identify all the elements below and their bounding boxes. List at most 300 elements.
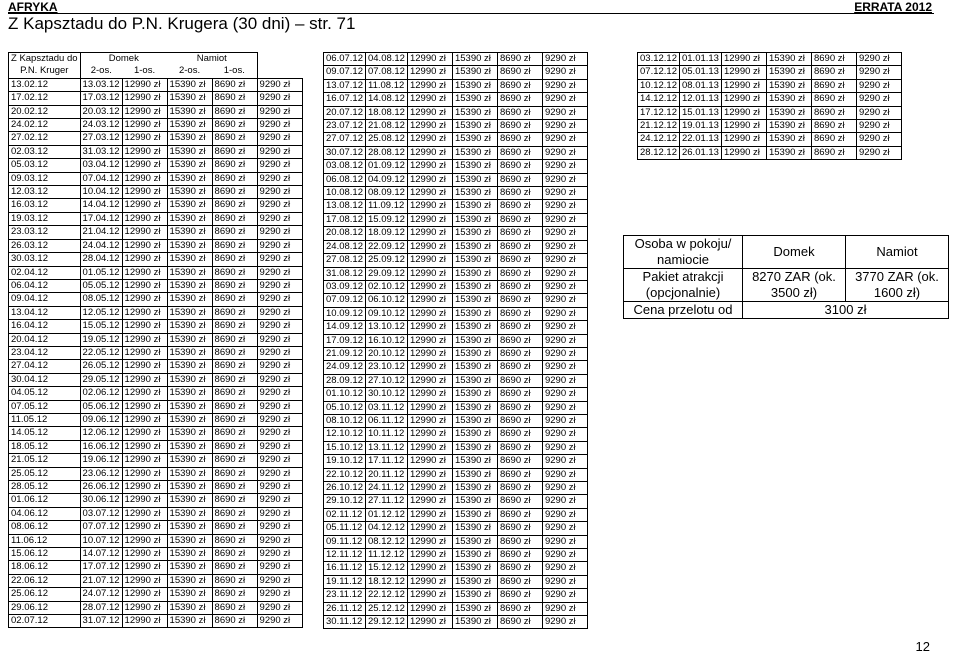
price-namiot-2os: 8690 zł (212, 346, 257, 359)
price-domek-2os: 12990 zł (122, 226, 167, 239)
table-row (638, 133, 902, 146)
price-domek-1os: 15390 zł (766, 120, 811, 133)
date-end: 25.12.12 (365, 602, 407, 615)
price-namiot-2os: 8690 zł (212, 534, 257, 547)
price-domek-2os: 12990 zł (407, 307, 452, 320)
price-domek-2os: 12990 zł (407, 200, 452, 213)
price-domek-2os: 12990 zł (122, 440, 167, 453)
price-domek-1os: 15390 zł (167, 279, 212, 292)
price-namiot-1os: 9290 zł (257, 534, 302, 547)
price-domek-1os: 15390 zł (167, 132, 212, 145)
namiot-header: Namiot (167, 53, 257, 66)
price-namiot-1os: 9290 zł (257, 78, 302, 91)
price-namiot-2os: 8690 zł (497, 321, 542, 334)
price-namiot-2os: 8690 zł (212, 253, 257, 266)
price-namiot-2os: 8690 zł (497, 508, 542, 521)
price-namiot-1os: 9290 zł (257, 172, 302, 185)
price-domek-1os: 15390 zł (452, 575, 497, 588)
price-domek-1os: 15390 zł (167, 507, 212, 520)
date-start: 05.11.12 (324, 522, 366, 535)
price-domek-2os: 12990 zł (407, 79, 452, 92)
table-row (9, 346, 303, 359)
date-end: 04.08.12 (365, 53, 407, 66)
date-start: 08.06.12 (9, 521, 81, 534)
price-namiot-2os: 8690 zł (497, 441, 542, 454)
price-namiot-2os: 8690 zł (497, 428, 542, 441)
table-row (9, 333, 303, 346)
price-domek-2os: 12990 zł (407, 589, 452, 602)
price-domek-2os: 12990 zł (407, 187, 452, 200)
price-namiot-2os: 8690 zł (497, 575, 542, 588)
date-start: 23.04.12 (9, 346, 81, 359)
price-namiot-1os: 9290 zł (257, 266, 302, 279)
price-domek-2os: 12990 zł (122, 279, 167, 292)
price-namiot-2os: 8690 zł (497, 589, 542, 602)
price-namiot-1os: 9290 zł (542, 146, 587, 159)
date-end: 27.03.12 (80, 132, 122, 145)
date-end: 11.08.12 (365, 79, 407, 92)
price-namiot-1os: 9290 zł (542, 522, 587, 535)
price-domek-1os: 15390 zł (452, 602, 497, 615)
price-namiot-1os: 9290 zł (542, 562, 587, 575)
price-domek-1os: 15390 zł (452, 468, 497, 481)
date-start: 16.04.12 (9, 320, 81, 333)
table-row (324, 120, 588, 133)
price-namiot-1os: 9290 zł (257, 159, 302, 172)
price-namiot-1os: 9290 zł (257, 92, 302, 105)
table-row (324, 133, 588, 146)
price-domek-2os: 12990 zł (721, 133, 766, 146)
table-row (9, 413, 303, 426)
price-namiot-1os: 9290 zł (257, 574, 302, 587)
date-end: 17.03.12 (80, 92, 122, 105)
date-end: 24.04.12 (80, 239, 122, 252)
price-namiot-2os: 8690 zł (497, 187, 542, 200)
price-domek-1os: 15390 zł (167, 293, 212, 306)
price-namiot-2os: 8690 zł (497, 280, 542, 293)
table-row (9, 360, 303, 373)
price-namiot-2os: 8690 zł (811, 146, 856, 159)
price-namiot-2os: 8690 zł (212, 105, 257, 118)
date-start: 19.03.12 (9, 212, 81, 225)
price-domek-2os: 12990 zł (122, 481, 167, 494)
date-start: 29.06.12 (9, 601, 81, 614)
date-start: 13.07.12 (324, 79, 366, 92)
price-domek-1os: 15390 zł (452, 146, 497, 159)
table-row (324, 334, 588, 347)
date-start: 25.06.12 (9, 588, 81, 601)
price-domek-1os: 15390 zł (766, 146, 811, 159)
date-start: 09.11.12 (324, 535, 366, 548)
price-namiot-2os: 8690 zł (497, 535, 542, 548)
price-domek-1os: 15390 zł (452, 535, 497, 548)
table-row (324, 254, 588, 267)
price-namiot-1os: 9290 zł (257, 454, 302, 467)
table-row (324, 482, 588, 495)
table-row (324, 562, 588, 575)
date-end: 13.03.12 (80, 78, 122, 91)
price-namiot-1os: 9290 zł (856, 79, 901, 92)
date-start: 23.07.12 (324, 120, 366, 133)
price-domek-2os: 12990 zł (122, 615, 167, 628)
date-end: 03.04.12 (80, 159, 122, 172)
price-domek-2os: 12990 zł (407, 294, 452, 307)
date-start: 03.09.12 (324, 280, 366, 293)
date-end: 30.06.12 (80, 494, 122, 507)
table-row (9, 534, 303, 547)
table-row (324, 602, 588, 615)
price-namiot-2os: 8690 zł (212, 615, 257, 628)
price-domek-2os: 12990 zł (407, 455, 452, 468)
header-right: ERRATA 2012 (854, 0, 932, 14)
price-namiot-1os: 9290 zł (856, 93, 901, 106)
date-end: 18.09.12 (365, 227, 407, 240)
price-domek-1os: 15390 zł (452, 213, 497, 226)
price-domek-2os: 12990 zł (122, 521, 167, 534)
price-domek-2os: 12990 zł (122, 105, 167, 118)
header-left: AFRYKA (8, 0, 58, 14)
table-row (638, 66, 902, 79)
date-end: 02.06.12 (80, 387, 122, 400)
date-start: 23.03.12 (9, 226, 81, 239)
price-namiot-1os: 9290 zł (542, 200, 587, 213)
price-namiot-1os: 9290 zł (257, 481, 302, 494)
legend-namiot-header: Namiot (846, 236, 949, 269)
legend-table (623, 235, 949, 319)
price-domek-2os: 12990 zł (122, 92, 167, 105)
date-start: 14.09.12 (324, 321, 366, 334)
price-table-1 (8, 52, 303, 628)
table-row (324, 321, 588, 334)
price-domek-1os: 15390 zł (452, 589, 497, 602)
price-domek-1os: 15390 zł (452, 79, 497, 92)
date-start: 21.09.12 (324, 347, 366, 360)
date-end: 26.01.13 (679, 146, 721, 159)
price-namiot-1os: 9290 zł (257, 306, 302, 319)
price-domek-2os: 12990 zł (407, 213, 452, 226)
page-number: 12 (915, 639, 930, 654)
date-end: 12.01.13 (679, 93, 721, 106)
price-namiot-1os: 9290 zł (257, 507, 302, 520)
price-domek-1os: 15390 zł (167, 548, 212, 561)
date-end: 23.10.12 (365, 361, 407, 374)
price-domek-2os: 12990 zł (122, 561, 167, 574)
date-end: 26.06.12 (80, 481, 122, 494)
price-domek-2os: 12990 zł (122, 387, 167, 400)
date-end: 24.07.12 (80, 588, 122, 601)
table-row (9, 400, 303, 413)
price-namiot-1os: 9290 zł (542, 616, 587, 629)
price-domek-1os: 15390 zł (167, 615, 212, 628)
price-domek-1os: 15390 zł (766, 53, 811, 66)
price-domek-2os: 12990 zł (407, 441, 452, 454)
date-start: 25.05.12 (9, 467, 81, 480)
table-row (9, 481, 303, 494)
price-namiot-2os: 8690 zł (212, 172, 257, 185)
table-row (9, 253, 303, 266)
date-end: 21.08.12 (365, 120, 407, 133)
date-end: 17.04.12 (80, 212, 122, 225)
date-start: 21.05.12 (9, 454, 81, 467)
price-namiot-1os: 9290 zł (542, 321, 587, 334)
date-end: 27.10.12 (365, 374, 407, 387)
price-domek-1os: 15390 zł (452, 414, 497, 427)
table-row (324, 267, 588, 280)
date-start: 26.03.12 (9, 239, 81, 252)
price-namiot-1os: 9290 zł (542, 414, 587, 427)
table-row (638, 146, 902, 159)
price-namiot-2os: 8690 zł (212, 507, 257, 520)
price-domek-2os: 12990 zł (122, 454, 167, 467)
legend-who-header: Osoba w pokoju/ namiocie (624, 236, 743, 269)
price-namiot-2os: 8690 zł (497, 53, 542, 66)
price-namiot-2os: 8690 zł (212, 159, 257, 172)
price-domek-2os: 12990 zł (407, 347, 452, 360)
date-start: 13.08.12 (324, 200, 366, 213)
price-domek-1os: 15390 zł (167, 105, 212, 118)
price-namiot-2os: 8690 zł (212, 440, 257, 453)
price-domek-2os: 12990 zł (721, 120, 766, 133)
price-domek-2os: 12990 zł (122, 78, 167, 91)
table-row (324, 187, 588, 200)
date-start: 12.10.12 (324, 428, 366, 441)
table-row (324, 213, 588, 226)
price-namiot-2os: 8690 zł (497, 200, 542, 213)
date-start: 12.03.12 (9, 186, 81, 199)
price-domek-1os: 15390 zł (167, 373, 212, 386)
date-start: 27.07.12 (324, 133, 366, 146)
price-namiot-2os: 8690 zł (497, 267, 542, 280)
date-end: 04.09.12 (365, 173, 407, 186)
price-namiot-2os: 8690 zł (497, 495, 542, 508)
table-row (324, 307, 588, 320)
price-domek-2os: 12990 zł (407, 562, 452, 575)
price-namiot-1os: 9290 zł (542, 575, 587, 588)
date-end: 22.09.12 (365, 240, 407, 253)
price-domek-1os: 15390 zł (167, 172, 212, 185)
price-namiot-2os: 8690 zł (212, 561, 257, 574)
date-start: 21.12.12 (638, 120, 680, 133)
date-start: 09.07.12 (324, 66, 366, 79)
table-row (324, 414, 588, 427)
date-end: 22.05.12 (80, 346, 122, 359)
date-end: 31.03.12 (80, 145, 122, 158)
price-namiot-1os: 9290 zł (542, 280, 587, 293)
price-namiot-1os: 9290 zł (257, 279, 302, 292)
date-end: 07.04.12 (80, 172, 122, 185)
table-row (9, 119, 303, 132)
date-start: 22.10.12 (324, 468, 366, 481)
price-domek-1os: 15390 zł (452, 280, 497, 293)
price-domek-2os: 12990 zł (407, 280, 452, 293)
price-domek-1os: 15390 zł (452, 361, 497, 374)
price-domek-1os: 15390 zł (452, 66, 497, 79)
price-domek-1os: 15390 zł (452, 173, 497, 186)
date-start: 18.06.12 (9, 561, 81, 574)
page-title: Z Kapsztadu do P.N. Krugera (30 dni) – str. 71 (8, 14, 356, 33)
price-namiot-1os: 9290 zł (257, 561, 302, 574)
date-end: 25.09.12 (365, 254, 407, 267)
price-domek-1os: 15390 zł (452, 334, 497, 347)
price-domek-2os: 12990 zł (407, 93, 452, 106)
price-domek-1os: 15390 zł (167, 494, 212, 507)
date-end: 16.10.12 (365, 334, 407, 347)
table-row (324, 240, 588, 253)
date-end: 09.06.12 (80, 413, 122, 426)
price-domek-2os: 12990 zł (122, 145, 167, 158)
price-domek-1os: 15390 zł (167, 561, 212, 574)
price-namiot-1os: 9290 zł (542, 240, 587, 253)
price-namiot-2os: 8690 zł (497, 455, 542, 468)
price-domek-2os: 12990 zł (122, 373, 167, 386)
price-domek-2os: 12990 zł (407, 334, 452, 347)
price-namiot-2os: 8690 zł (212, 145, 257, 158)
date-end: 19.06.12 (80, 454, 122, 467)
date-end: 01.09.12 (365, 160, 407, 173)
table-row (638, 120, 902, 133)
col-domek-2os: 2-os. (80, 65, 122, 78)
date-end: 06.11.12 (365, 414, 407, 427)
price-domek-1os: 15390 zł (167, 346, 212, 359)
date-start: 12.11.12 (324, 549, 366, 562)
price-namiot-1os: 9290 zł (542, 294, 587, 307)
price-namiot-1os: 9290 zł (257, 615, 302, 628)
price-domek-2os: 12990 zł (407, 361, 452, 374)
price-domek-2os: 12990 zł (407, 522, 452, 535)
date-end: 20.11.12 (365, 468, 407, 481)
price-namiot-2os: 8690 zł (497, 482, 542, 495)
price-domek-1os: 15390 zł (452, 482, 497, 495)
price-namiot-2os: 8690 zł (497, 294, 542, 307)
table-row (324, 66, 588, 79)
date-start: 14.12.12 (638, 93, 680, 106)
date-start: 29.10.12 (324, 495, 366, 508)
date-end: 18.12.12 (365, 575, 407, 588)
price-domek-1os: 15390 zł (452, 321, 497, 334)
price-namiot-1os: 9290 zł (542, 468, 587, 481)
price-namiot-1os: 9290 zł (542, 106, 587, 119)
table-row (9, 199, 303, 212)
legend-flight-value: 3100 zł (743, 302, 949, 319)
table-row (324, 53, 588, 66)
price-namiot-2os: 8690 zł (212, 306, 257, 319)
date-end: 05.06.12 (80, 400, 122, 413)
date-start: 26.10.12 (324, 482, 366, 495)
date-end: 13.11.12 (365, 441, 407, 454)
table-row (324, 589, 588, 602)
price-domek-1os: 15390 zł (167, 467, 212, 480)
price-domek-2os: 12990 zł (407, 575, 452, 588)
date-start: 30.07.12 (324, 146, 366, 159)
price-domek-1os: 15390 zł (167, 360, 212, 373)
table-row (9, 601, 303, 614)
date-end: 11.09.12 (365, 200, 407, 213)
date-end: 19.05.12 (80, 333, 122, 346)
date-end: 20.03.12 (80, 105, 122, 118)
price-domek-1os: 15390 zł (452, 374, 497, 387)
date-start: 06.04.12 (9, 279, 81, 292)
price-namiot-1os: 9290 zł (542, 602, 587, 615)
col-namiot-2os: 2-os. (167, 65, 212, 78)
date-end: 17.07.12 (80, 561, 122, 574)
price-namiot-1os: 9290 zł (856, 66, 901, 79)
date-start: 13.02.12 (9, 78, 81, 91)
date-start: 24.08.12 (324, 240, 366, 253)
date-end: 22.12.12 (365, 589, 407, 602)
price-domek-2os: 12990 zł (122, 186, 167, 199)
price-namiot-2os: 8690 zł (212, 119, 257, 132)
price-domek-1os: 15390 zł (452, 562, 497, 575)
table-row (324, 374, 588, 387)
price-domek-1os: 15390 zł (452, 508, 497, 521)
price-domek-1os: 15390 zł (452, 254, 497, 267)
price-namiot-1os: 9290 zł (257, 293, 302, 306)
price-namiot-2os: 8690 zł (212, 481, 257, 494)
date-start: 03.08.12 (324, 160, 366, 173)
price-namiot-1os: 9290 zł (542, 374, 587, 387)
price-namiot-1os: 9290 zł (257, 226, 302, 239)
price-namiot-1os: 9290 zł (542, 93, 587, 106)
price-domek-2os: 12990 zł (407, 549, 452, 562)
price-namiot-1os: 9290 zł (257, 320, 302, 333)
price-namiot-2os: 8690 zł (212, 226, 257, 239)
price-namiot-1os: 9290 zł (542, 307, 587, 320)
price-domek-1os: 15390 zł (452, 616, 497, 629)
table-row (324, 468, 588, 481)
date-start: 07.09.12 (324, 294, 366, 307)
price-domek-1os: 15390 zł (167, 199, 212, 212)
price-domek-1os: 15390 zł (452, 240, 497, 253)
price-namiot-2os: 8690 zł (497, 66, 542, 79)
table-row (324, 146, 588, 159)
date-end: 14.04.12 (80, 199, 122, 212)
date-end: 01.01.13 (679, 53, 721, 66)
price-namiot-2os: 8690 zł (212, 400, 257, 413)
domek-header: Domek (80, 53, 167, 66)
date-end: 15.09.12 (365, 213, 407, 226)
table-row (324, 347, 588, 360)
table-row (9, 279, 303, 292)
price-domek-2os: 12990 zł (122, 534, 167, 547)
price-namiot-2os: 8690 zł (212, 574, 257, 587)
date-end: 28.04.12 (80, 253, 122, 266)
date-end: 09.10.12 (365, 307, 407, 320)
table-row (9, 440, 303, 453)
price-domek-2os: 12990 zł (407, 66, 452, 79)
price-domek-2os: 12990 zł (407, 53, 452, 66)
table-row (638, 53, 902, 66)
price-namiot-2os: 8690 zł (212, 548, 257, 561)
price-domek-1os: 15390 zł (167, 159, 212, 172)
date-start: 05.10.12 (324, 401, 366, 414)
price-namiot-1os: 9290 zł (257, 400, 302, 413)
date-start: 02.03.12 (9, 145, 81, 158)
date-start: 26.11.12 (324, 602, 366, 615)
price-namiot-1os: 9290 zł (257, 360, 302, 373)
date-end: 08.09.12 (365, 187, 407, 200)
price-namiot-1os: 9290 zł (257, 105, 302, 118)
price-domek-2os: 12990 zł (407, 388, 452, 401)
date-start: 03.12.12 (638, 53, 680, 66)
date-end: 28.07.12 (80, 601, 122, 614)
price-namiot-2os: 8690 zł (497, 602, 542, 615)
price-namiot-2os: 8690 zł (497, 133, 542, 146)
date-start: 11.05.12 (9, 413, 81, 426)
price-domek-1os: 15390 zł (167, 266, 212, 279)
table-row (9, 548, 303, 561)
table-row (9, 427, 303, 440)
price-domek-2os: 12990 zł (122, 467, 167, 480)
